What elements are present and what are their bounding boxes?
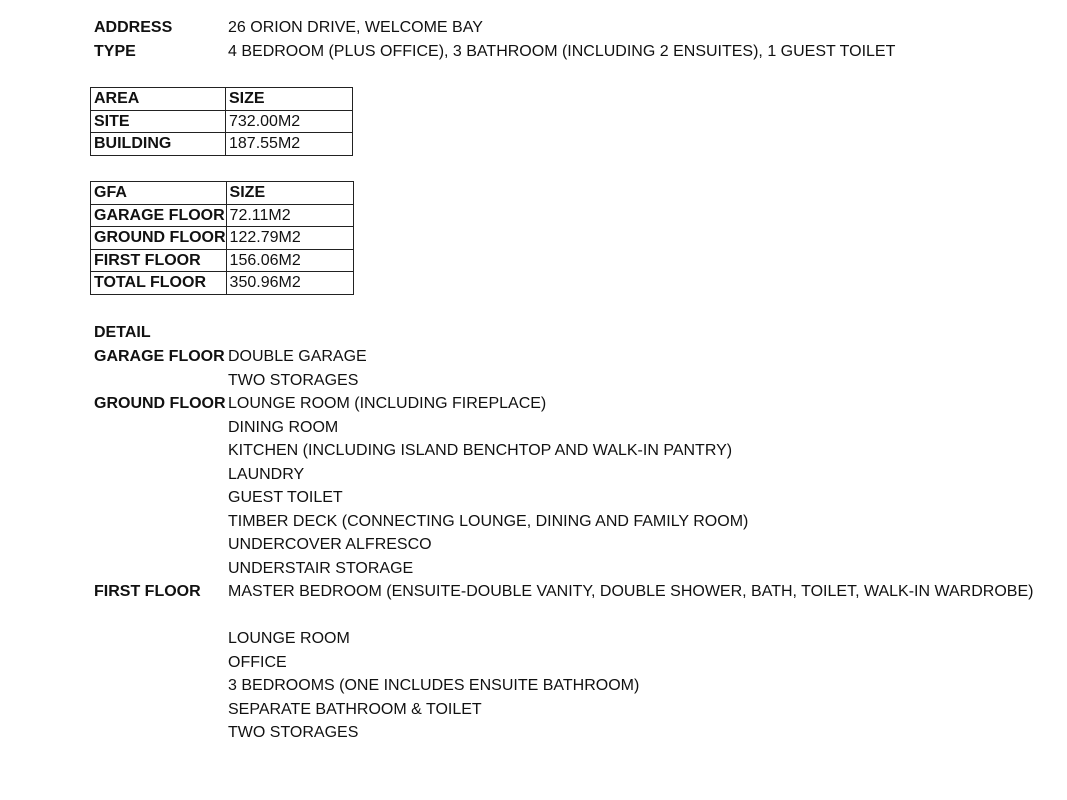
list-item: KITCHEN (INCLUDING ISLAND BENCHTOP AND WALK-IN PANTRY): [228, 442, 733, 459]
garage-floor-label: GARAGE FLOOR: [94, 348, 225, 365]
table-row: [91, 249, 354, 272]
table-cell-label: TOTAL FLOOR: [91, 272, 227, 295]
list-item: LOUNGE ROOM: [228, 630, 350, 647]
detail-title: DETAIL: [94, 324, 151, 341]
list-item: DINING ROOM: [228, 419, 339, 436]
table-cell-value: 732.00M2: [226, 110, 353, 133]
table-cell-label: BUILDING: [91, 133, 226, 156]
list-item: UNDERSTAIR STORAGE: [228, 560, 414, 577]
list-item: LOUNGE ROOM (INCLUDING FIREPLACE): [228, 395, 547, 412]
ground-floor-label: GROUND FLOOR: [94, 395, 226, 412]
table-row: [91, 204, 354, 227]
table-cell-value: 350.96M2: [226, 272, 353, 295]
table-row: [91, 227, 354, 250]
first-floor-label: FIRST FLOOR: [94, 583, 201, 600]
list-item: TWO STORAGES: [228, 372, 359, 389]
table-cell-label: SITE: [91, 110, 226, 133]
table-cell-value: 122.79M2: [226, 227, 353, 250]
table-header-row: [91, 182, 354, 205]
size-header-cell: SIZE: [226, 88, 353, 111]
size-header-cell: SIZE: [226, 182, 353, 205]
list-item: DOUBLE GARAGE: [228, 348, 367, 365]
address-value: 26 ORION DRIVE, WELCOME BAY: [228, 19, 483, 36]
area-table: [90, 87, 353, 156]
list-item: SEPARATE BATHROOM & TOILET: [228, 701, 482, 718]
type-label: TYPE: [94, 43, 136, 60]
table-row: [91, 133, 353, 156]
list-item: GUEST TOILET: [228, 489, 343, 506]
table-cell-value: 72.11M2: [226, 204, 353, 227]
table-row: [91, 272, 354, 295]
list-item: 3 BEDROOMS (ONE INCLUDES ENSUITE BATHROOM): [228, 677, 640, 694]
list-item: TWO STORAGES: [228, 724, 359, 741]
table-header-row: [91, 88, 353, 111]
table-cell-label: FIRST FLOOR: [91, 249, 227, 272]
gfa-table: [90, 181, 354, 295]
address-label: ADDRESS: [94, 19, 173, 36]
area-header-cell: AREA: [91, 88, 226, 111]
table-cell-value: 156.06M2: [226, 249, 353, 272]
list-item: UNDERCOVER ALFRESCO: [228, 536, 432, 553]
list-item: OFFICE: [228, 654, 287, 671]
list-item: TIMBER DECK (CONNECTING LOUNGE, DINING AND FAMILY ROOM): [228, 513, 749, 530]
list-item: LAUNDRY: [228, 466, 305, 483]
table-cell-label: GARAGE FLOOR: [91, 204, 227, 227]
table-cell-label: GROUND FLOOR: [91, 227, 227, 250]
type-value: 4 BEDROOM (PLUS OFFICE), 3 BATHROOM (INCLUDING 2 ENSUITES), 1 GUEST TOILET: [228, 43, 896, 60]
table-cell-value: 187.55M2: [226, 133, 353, 156]
table-row: [91, 110, 353, 133]
gfa-header-cell: GFA: [91, 182, 227, 205]
list-item: MASTER BEDROOM (ENSUITE-DOUBLE VANITY, DOUBLE SHOWER, BATH, TOILET, WALK-IN WARDROBE): [228, 583, 1034, 600]
